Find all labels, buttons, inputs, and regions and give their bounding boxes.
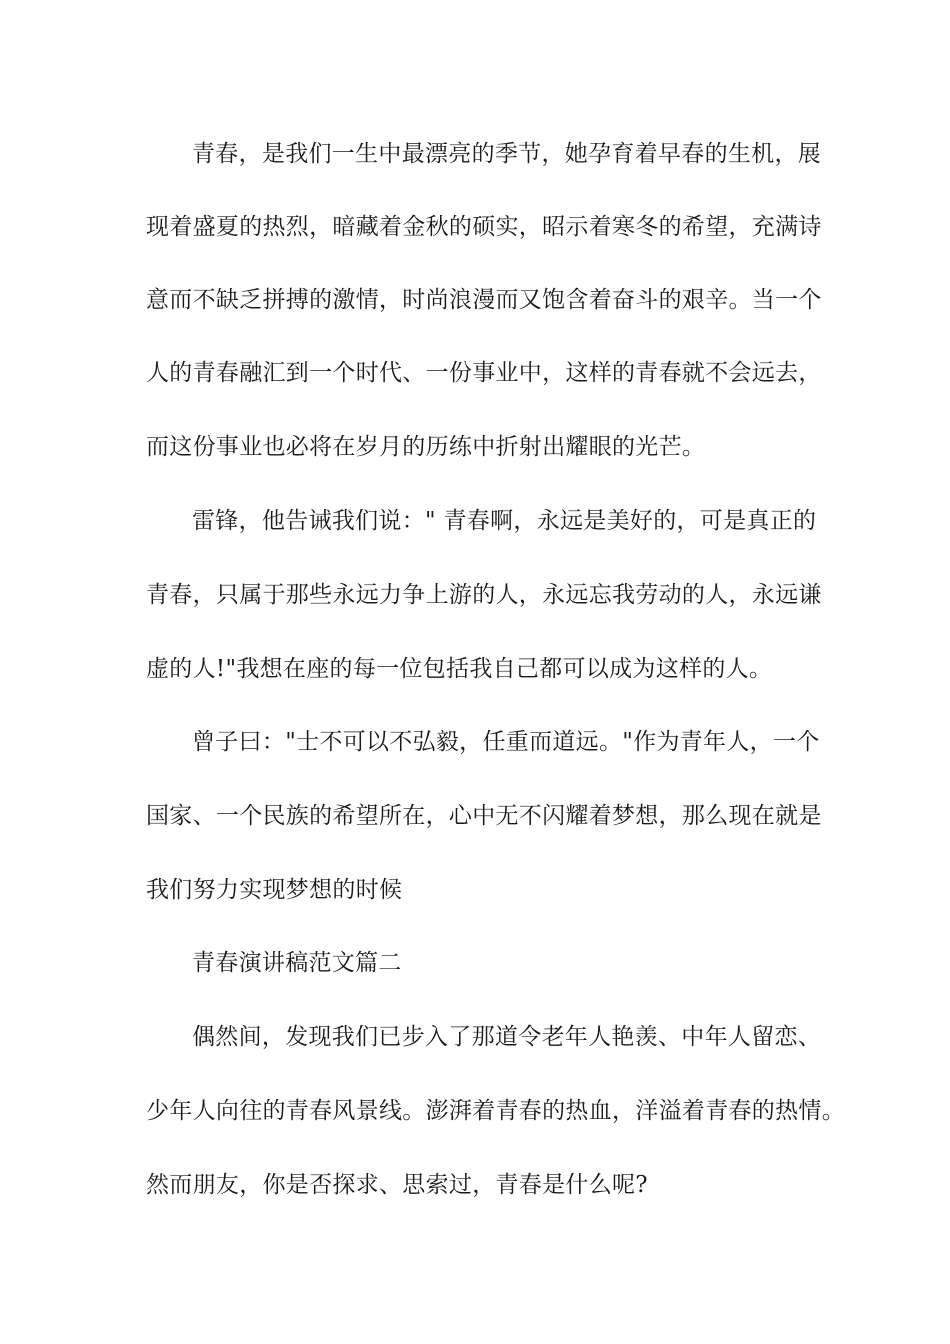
paragraph-line: 人的青春融汇到一个时代、一份事业中，这样的青春就不会远去， bbox=[146, 360, 822, 386]
paragraph-line: 偶然间，发现我们已步入了那道令老年人艳羡、中年人留恋、 bbox=[192, 1024, 822, 1050]
paragraph-line: 雷锋，他告诫我们说：" 青春啊，永远是美好的，可是真正的 bbox=[192, 508, 817, 534]
section-heading: 青春演讲稿范文篇二 bbox=[192, 950, 402, 976]
paragraph-line: 然而朋友，你是否探求、思索过，青春是什么呢? bbox=[146, 1172, 648, 1198]
paragraph-line: 现着盛夏的热烈，暗藏着金秋的硕实，昭示着寒冬的希望，充满诗 bbox=[146, 214, 822, 240]
paragraph-line: 而这份事业也必将在岁月的历练中折射出耀眼的光芒。 bbox=[146, 434, 706, 460]
paragraph-line: 虚的人!"我想在座的每一位包括我自己都可以成为这样的人。 bbox=[146, 656, 773, 682]
paragraph-line: 国家、一个民族的希望所在，心中无不闪耀着梦想，那么现在就是 bbox=[146, 803, 822, 829]
paragraph-line: 意而不缺乏拼搏的激情，时尚浪漫而又饱含着奋斗的艰辛。当一个 bbox=[146, 287, 822, 313]
paragraph-line: 我们努力实现梦想的时候 bbox=[146, 877, 403, 903]
paragraph-line: 少年人向往的青春风景线。澎湃着青春的热血，洋溢着青春的热情。 bbox=[146, 1098, 845, 1124]
paragraph-line: 曾子曰："士不可以不弘毅，任重而道远。"作为青年人，一个 bbox=[192, 729, 820, 755]
paragraph-line: 青春，是我们一生中最漂亮的季节，她孕育着早春的生机，展 bbox=[192, 141, 822, 167]
paragraph-line: 青春，只属于那些永远力争上游的人，永远忘我劳动的人，永远谦 bbox=[146, 582, 822, 608]
